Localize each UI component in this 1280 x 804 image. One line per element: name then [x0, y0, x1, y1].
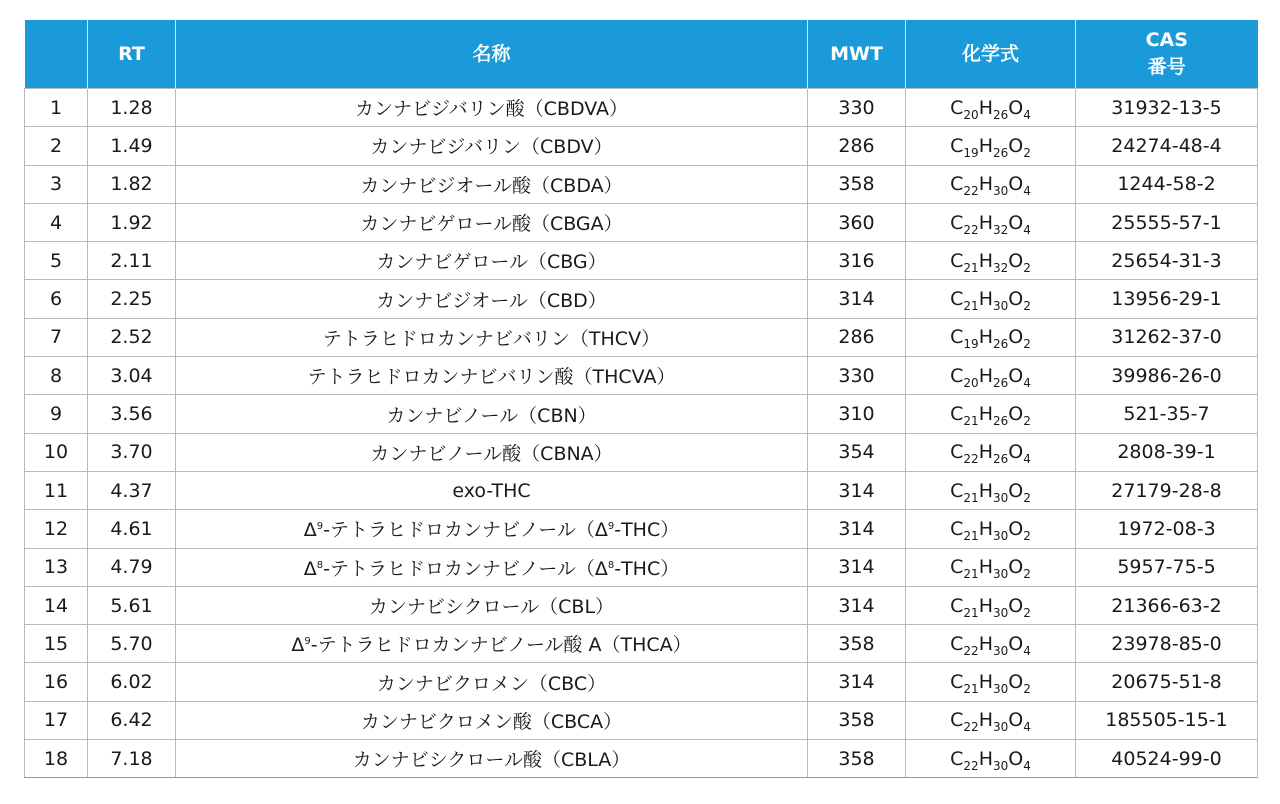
row-rt: 5.70: [88, 625, 176, 663]
row-name: [176, 625, 808, 663]
row-formula: [906, 701, 1076, 739]
compound-table-container: [24, 20, 1257, 778]
formula-element-h: H: [978, 249, 993, 272]
table-row: [25, 280, 1258, 318]
formula-count-o: 2: [1023, 337, 1031, 352]
formula-element-h: H: [978, 632, 993, 655]
formula-count-o: 4: [1023, 758, 1031, 773]
name-superscript: 8: [316, 559, 324, 571]
row-rt: 3.70: [88, 433, 176, 471]
formula-count-h: 30: [992, 490, 1009, 505]
formula-element-h: H: [978, 288, 993, 311]
row-mwt: 354: [808, 433, 906, 471]
formula-element-c: C: [950, 441, 964, 464]
row-mwt: 360: [808, 203, 906, 241]
formula-element-c: C: [950, 479, 964, 502]
formula-element-h: H: [978, 479, 993, 502]
row-formula: [906, 510, 1076, 548]
formula-element-h: H: [978, 517, 993, 540]
formula-element-h: H: [978, 403, 993, 426]
table-row: [25, 127, 1258, 165]
row-cas: 20675-51-8: [1076, 663, 1258, 701]
row-rt: 1.49: [88, 127, 176, 165]
formula-element-o: O: [1008, 747, 1024, 770]
formula-element-c: C: [950, 671, 964, 694]
formula-element-h: H: [978, 441, 993, 464]
formula-count-h: 32: [992, 222, 1009, 237]
formula-element-c: C: [950, 594, 964, 617]
header-cas-line2: 番号: [1147, 56, 1186, 78]
name-text: Δ: [303, 557, 317, 580]
formula-count-h: 26: [992, 337, 1009, 352]
formula-element-c: C: [950, 747, 964, 770]
table-body: [25, 89, 1258, 778]
formula-count-o: 4: [1023, 222, 1031, 237]
formula-count-o: 4: [1023, 184, 1031, 199]
formula-count-c: 22: [963, 720, 979, 735]
row-index: 14: [25, 586, 88, 624]
row-cas: 40524-99-0: [1076, 740, 1258, 778]
formula-count-h: 30: [992, 567, 1009, 582]
row-rt: 3.04: [88, 357, 176, 395]
formula-element-o: O: [1008, 632, 1024, 655]
name-text: -テトラヒドロカンナビノール（Δ: [323, 557, 608, 580]
row-name: カンナビノール酸（CBNA）: [176, 433, 808, 471]
row-mwt: 310: [808, 395, 906, 433]
row-name: カンナビクロメン酸（CBCA）: [176, 701, 808, 739]
formula-element-o: O: [1008, 288, 1024, 311]
formula-count-o: 2: [1023, 299, 1031, 314]
table-row: [25, 203, 1258, 241]
formula-element-o: O: [1008, 96, 1024, 119]
formula-count-h: 26: [992, 375, 1009, 390]
formula-count-c: 22: [963, 643, 979, 658]
header-mwt: MWT: [808, 20, 906, 89]
formula-element-o: O: [1008, 134, 1024, 157]
name-text: -テトラヒドロカンナビノール（Δ: [323, 519, 608, 542]
row-index: 16: [25, 663, 88, 701]
row-mwt: 286: [808, 127, 906, 165]
formula-element-o: O: [1008, 173, 1024, 196]
formula-count-c: 21: [963, 299, 979, 314]
row-formula: [906, 165, 1076, 203]
row-index: 1: [25, 89, 88, 127]
name-superscript: 9: [304, 636, 311, 648]
row-rt: 4.79: [88, 548, 176, 586]
row-index: 6: [25, 280, 88, 318]
row-formula: [906, 433, 1076, 471]
formula-count-c: 21: [963, 528, 979, 543]
row-index: 15: [25, 625, 88, 663]
header-cas-line1: CAS: [1145, 29, 1188, 51]
formula-element-c: C: [950, 556, 964, 579]
table-row: [25, 701, 1258, 739]
formula-count-c: 20: [963, 107, 979, 122]
row-name: exo-THC: [176, 471, 808, 509]
row-rt: 5.61: [88, 586, 176, 624]
row-cas: 31262-37-0: [1076, 318, 1258, 356]
row-mwt: 358: [808, 701, 906, 739]
row-mwt: 314: [808, 663, 906, 701]
row-index: 11: [25, 471, 88, 509]
table-row: [25, 242, 1258, 280]
row-index: 3: [25, 165, 88, 203]
formula-count-o: 4: [1023, 107, 1031, 122]
formula-element-c: C: [950, 288, 964, 311]
header-name: 名称: [176, 20, 808, 89]
row-formula: [906, 625, 1076, 663]
row-index: 5: [25, 242, 88, 280]
row-name: カンナビシクロール酸（CBLA）: [176, 740, 808, 778]
row-mwt: 330: [808, 89, 906, 127]
name-text: Δ: [303, 519, 317, 542]
row-formula: [906, 357, 1076, 395]
row-index: 17: [25, 701, 88, 739]
formula-element-c: C: [950, 211, 964, 234]
row-cas: 25654-31-3: [1076, 242, 1258, 280]
row-name: カンナビクロメン（CBC）: [176, 663, 808, 701]
row-cas: 5957-75-5: [1076, 548, 1258, 586]
row-mwt: 314: [808, 548, 906, 586]
formula-element-h: H: [978, 326, 993, 349]
row-name: カンナビジバリン（CBDV）: [176, 127, 808, 165]
formula-count-o: 2: [1023, 528, 1031, 543]
formula-element-c: C: [950, 364, 964, 387]
formula-count-o: 2: [1023, 490, 1031, 505]
table-row: [25, 433, 1258, 471]
name-text: -THC）: [614, 519, 680, 542]
row-cas: 521-35-7: [1076, 395, 1258, 433]
table-row: [25, 357, 1258, 395]
formula-count-h: 26: [992, 145, 1009, 160]
row-cas: 25555-57-1: [1076, 203, 1258, 241]
formula-element-h: H: [978, 134, 993, 157]
formula-count-c: 21: [963, 490, 979, 505]
formula-count-h: 30: [992, 720, 1009, 735]
row-index: 8: [25, 357, 88, 395]
table-row: [25, 471, 1258, 509]
row-formula: [906, 740, 1076, 778]
formula-count-h: 30: [992, 184, 1009, 199]
row-index: 12: [25, 510, 88, 548]
row-name: テトラヒドロカンナビバリン（THCV）: [176, 318, 808, 356]
row-name: [176, 548, 808, 586]
formula-count-h: 30: [992, 758, 1009, 773]
formula-element-h: H: [978, 709, 993, 732]
table-row: [25, 165, 1258, 203]
formula-count-o: 2: [1023, 682, 1031, 697]
row-formula: [906, 663, 1076, 701]
row-mwt: 314: [808, 510, 906, 548]
row-formula: [906, 395, 1076, 433]
row-cas: 39986-26-0: [1076, 357, 1258, 395]
formula-count-c: 22: [963, 222, 979, 237]
formula-element-c: C: [950, 96, 964, 119]
formula-element-o: O: [1008, 556, 1024, 579]
row-cas: 27179-28-8: [1076, 471, 1258, 509]
formula-count-h: 30: [992, 605, 1009, 620]
row-mwt: 314: [808, 471, 906, 509]
formula-element-o: O: [1008, 479, 1024, 502]
table-row: [25, 318, 1258, 356]
table-row: [25, 548, 1258, 586]
name-text: -テトラヒドロカンナビノール酸 A（THCA）: [310, 634, 692, 657]
name-superscript: 9: [316, 521, 324, 533]
row-index: 4: [25, 203, 88, 241]
header-cas: [1076, 20, 1258, 89]
formula-element-o: O: [1008, 441, 1024, 464]
row-name: カンナビシクロール（CBL）: [176, 586, 808, 624]
formula-element-o: O: [1008, 326, 1024, 349]
formula-element-h: H: [978, 96, 993, 119]
row-rt: 4.37: [88, 471, 176, 509]
formula-element-h: H: [978, 173, 993, 196]
table-row: [25, 89, 1258, 127]
row-rt: 3.56: [88, 395, 176, 433]
formula-count-h: 26: [992, 452, 1009, 467]
formula-element-c: C: [950, 403, 964, 426]
formula-count-h: 32: [992, 260, 1009, 275]
name-text: Δ: [291, 634, 305, 657]
formula-element-h: H: [978, 594, 993, 617]
formula-count-o: 2: [1023, 260, 1031, 275]
row-formula: [906, 203, 1076, 241]
row-cas: 185505-15-1: [1076, 701, 1258, 739]
formula-count-o: 4: [1023, 375, 1031, 390]
formula-element-o: O: [1008, 403, 1024, 426]
row-mwt: 286: [808, 318, 906, 356]
name-superscript: 9: [607, 521, 615, 533]
formula-element-c: C: [950, 134, 964, 157]
formula-count-c: 21: [963, 414, 979, 429]
table-header: [25, 20, 1258, 89]
row-cas: 1972-08-3: [1076, 510, 1258, 548]
row-formula: [906, 127, 1076, 165]
formula-count-c: 21: [963, 260, 979, 275]
formula-count-o: 2: [1023, 145, 1031, 160]
row-index: 13: [25, 548, 88, 586]
row-name: カンナビジオール酸（CBDA）: [176, 165, 808, 203]
formula-element-c: C: [950, 517, 964, 540]
row-name: カンナビノール（CBN）: [176, 395, 808, 433]
formula-element-o: O: [1008, 517, 1024, 540]
table-row: [25, 740, 1258, 778]
row-name: テトラヒドロカンナビバリン酸（THCVA）: [176, 357, 808, 395]
row-cas: 2808-39-1: [1076, 433, 1258, 471]
row-rt: 7.18: [88, 740, 176, 778]
row-name: [176, 510, 808, 548]
formula-count-h: 26: [992, 414, 1009, 429]
header-row: [25, 20, 1258, 89]
name-text: -THC）: [614, 557, 680, 580]
row-rt: 1.28: [88, 89, 176, 127]
row-mwt: 314: [808, 586, 906, 624]
formula-count-h: 30: [992, 528, 1009, 543]
formula-count-c: 22: [963, 184, 979, 199]
formula-count-o: 2: [1023, 414, 1031, 429]
row-mwt: 314: [808, 280, 906, 318]
row-cas: 13956-29-1: [1076, 280, 1258, 318]
row-mwt: 316: [808, 242, 906, 280]
formula-count-h: 26: [992, 107, 1009, 122]
formula-count-c: 19: [963, 145, 979, 160]
table-row: [25, 395, 1258, 433]
formula-count-c: 21: [963, 567, 979, 582]
formula-element-o: O: [1008, 594, 1024, 617]
formula-element-o: O: [1008, 671, 1024, 694]
row-cas: 23978-85-0: [1076, 625, 1258, 663]
formula-count-c: 22: [963, 758, 979, 773]
formula-element-c: C: [950, 709, 964, 732]
formula-count-c: 19: [963, 337, 979, 352]
formula-element-h: H: [978, 671, 993, 694]
row-formula: [906, 586, 1076, 624]
name-superscript: 8: [607, 559, 615, 571]
formula-count-c: 20: [963, 375, 979, 390]
formula-count-o: 2: [1023, 605, 1031, 620]
row-formula: [906, 471, 1076, 509]
row-index: 7: [25, 318, 88, 356]
row-name: カンナビゲロール（CBG）: [176, 242, 808, 280]
formula-element-h: H: [978, 211, 993, 234]
row-cas: 1244-58-2: [1076, 165, 1258, 203]
row-index: 9: [25, 395, 88, 433]
row-mwt: 358: [808, 740, 906, 778]
formula-element-c: C: [950, 632, 964, 655]
row-cas: 21366-63-2: [1076, 586, 1258, 624]
header-index: [25, 20, 88, 89]
formula-element-h: H: [978, 556, 993, 579]
row-index: 10: [25, 433, 88, 471]
row-name: カンナビジバリン酸（CBDVA）: [176, 89, 808, 127]
header-rt: RT: [88, 20, 176, 89]
row-name: カンナビジオール（CBD）: [176, 280, 808, 318]
row-formula: [906, 318, 1076, 356]
row-formula: [906, 242, 1076, 280]
row-rt: 2.11: [88, 242, 176, 280]
row-rt: 2.25: [88, 280, 176, 318]
row-mwt: 330: [808, 357, 906, 395]
row-name: カンナビゲロール酸（CBGA）: [176, 203, 808, 241]
row-rt: 6.42: [88, 701, 176, 739]
formula-count-o: 4: [1023, 720, 1031, 735]
row-index: 2: [25, 127, 88, 165]
compound-table: [24, 20, 1258, 778]
row-rt: 4.61: [88, 510, 176, 548]
formula-count-h: 30: [992, 643, 1009, 658]
formula-element-o: O: [1008, 249, 1024, 272]
formula-element-c: C: [950, 249, 964, 272]
formula-element-o: O: [1008, 364, 1024, 387]
formula-count-c: 21: [963, 682, 979, 697]
formula-count-o: 2: [1023, 567, 1031, 582]
table-row: [25, 625, 1258, 663]
row-cas: 24274-48-4: [1076, 127, 1258, 165]
formula-count-c: 22: [963, 452, 979, 467]
table-row: [25, 663, 1258, 701]
formula-element-h: H: [978, 747, 993, 770]
row-mwt: 358: [808, 165, 906, 203]
formula-count-o: 4: [1023, 643, 1031, 658]
formula-count-o: 4: [1023, 452, 1031, 467]
row-formula: [906, 280, 1076, 318]
row-rt: 6.02: [88, 663, 176, 701]
row-index: 18: [25, 740, 88, 778]
row-formula: [906, 548, 1076, 586]
row-rt: 1.82: [88, 165, 176, 203]
header-formula: 化学式: [906, 20, 1076, 89]
row-rt: 2.52: [88, 318, 176, 356]
row-cas: 31932-13-5: [1076, 89, 1258, 127]
table-row: [25, 510, 1258, 548]
formula-element-c: C: [950, 326, 964, 349]
formula-element-c: C: [950, 173, 964, 196]
formula-count-c: 21: [963, 605, 979, 620]
formula-element-o: O: [1008, 211, 1024, 234]
formula-element-h: H: [978, 364, 993, 387]
formula-element-o: O: [1008, 709, 1024, 732]
row-rt: 1.92: [88, 203, 176, 241]
formula-count-h: 30: [992, 299, 1009, 314]
row-formula: [906, 89, 1076, 127]
row-mwt: 358: [808, 625, 906, 663]
formula-count-h: 30: [992, 682, 1009, 697]
table-row: [25, 586, 1258, 624]
